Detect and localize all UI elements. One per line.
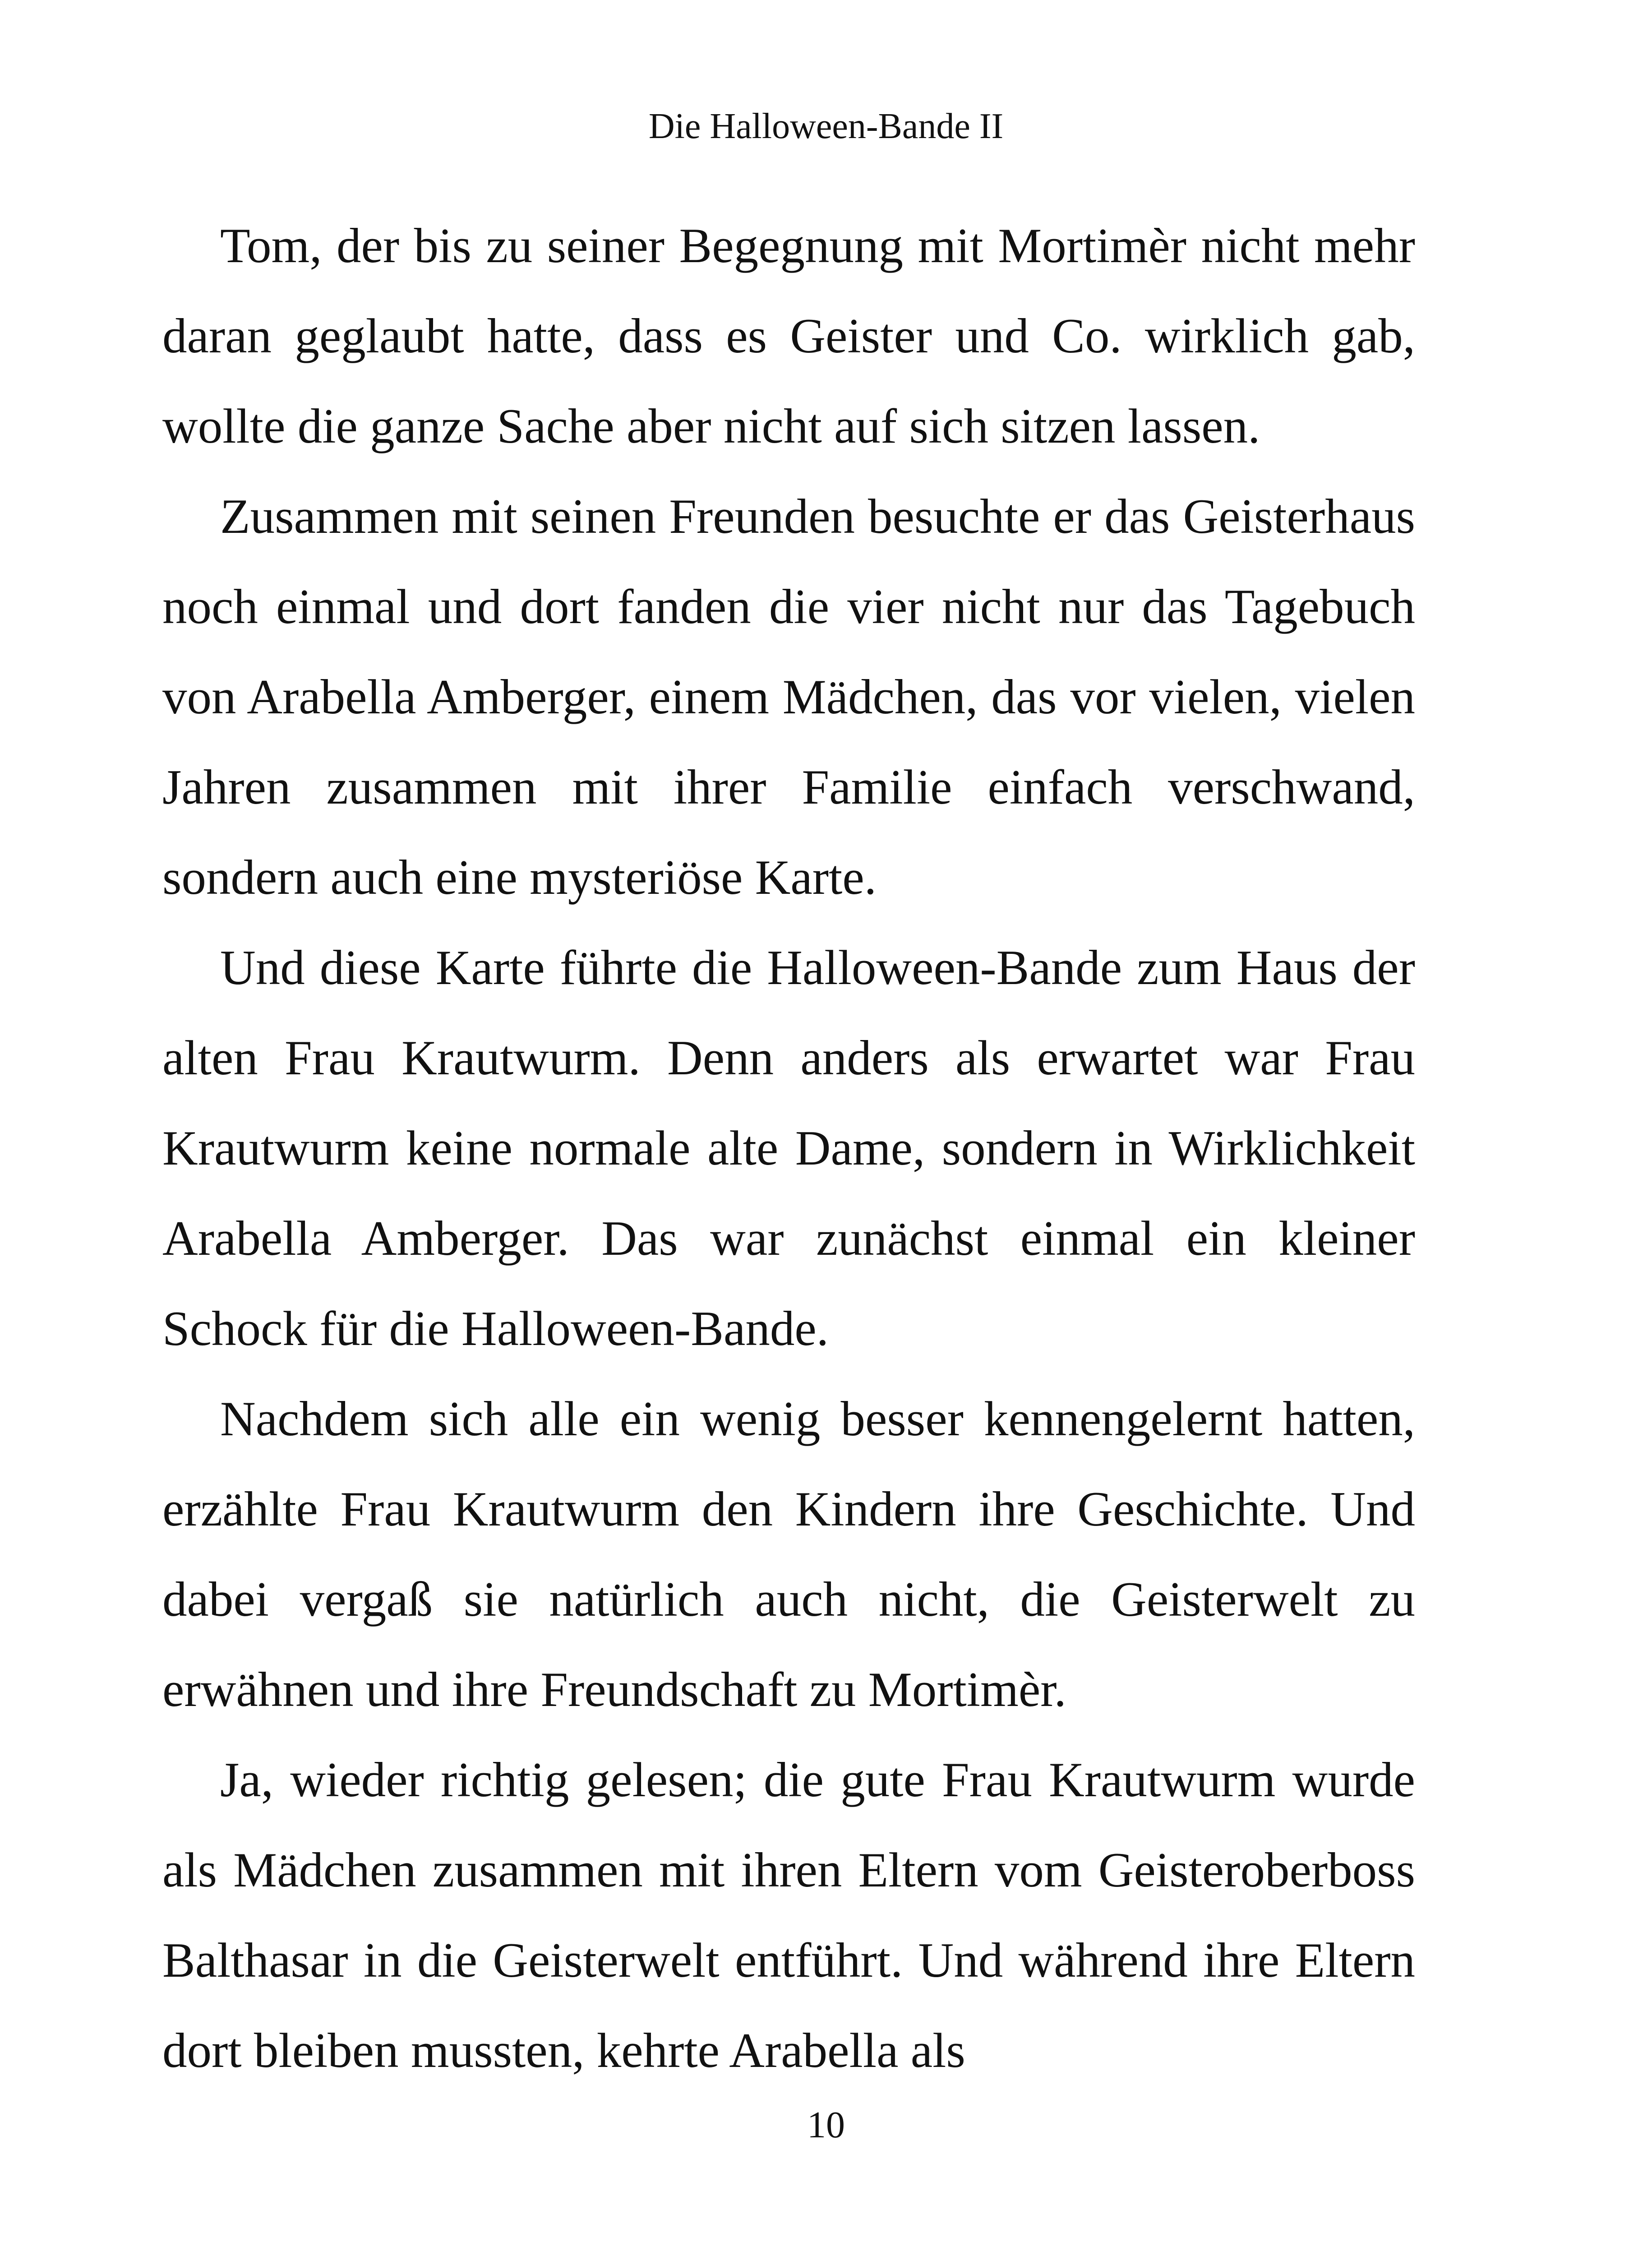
page-number: 10 xyxy=(807,2104,845,2146)
paragraph: Nachdem sich alle ein wenig besser kennengelernt hatten, erzählte Frau Krautwurm den Kindern ihre Geschichte. Und dabei vergaß sie natürlich auch nicht, die Geisterwelt zu erwähnen und ihre Freundschaft zu Mortimèr. xyxy=(162,1392,1415,1717)
body-text xyxy=(162,201,1415,2096)
paragraph: Zusammen mit seinen Freunden besuchte er das Geisterhaus noch einmal und dort fanden die vier nicht nur das Tagebuch von Arabella Amberger, einem Mädchen, das vor vielen, vielen Jahren zusammen mit ihrer Familie einfach verschwand, sondern auch eine mysteriöse Karte. xyxy=(162,489,1415,905)
paragraph: Und diese Karte führte die Halloween-Bande zum Haus der alten Frau Krautwurm. Denn anders als erwartet war Frau Krautwurm keine normale alte Dame, sondern in Wirklichkeit Arabella Amberger. Das war zunächst einmal ein kleiner Schock für die Halloween-Bande. xyxy=(162,940,1415,1356)
paragraph: Ja, wieder richtig gelesen; die gute Frau Krautwurm wurde als Mädchen zusammen mit ihren Eltern vom Geisteroberboss Balthasar in die Geisterwelt entführt. Und während ihre Eltern dort bleiben mussten, kehrte Arabella als xyxy=(162,1752,1415,2078)
paragraph: Tom, der bis zu seiner Begegnung mit Mortimèr nicht mehr daran geglaubt hatte, dass es Geister und Co. wirklich gab, wollte die ganze Sache aber nicht auf sich sitzen lassen. xyxy=(162,218,1415,453)
running-header: Die Halloween-Bande II xyxy=(648,106,1004,146)
